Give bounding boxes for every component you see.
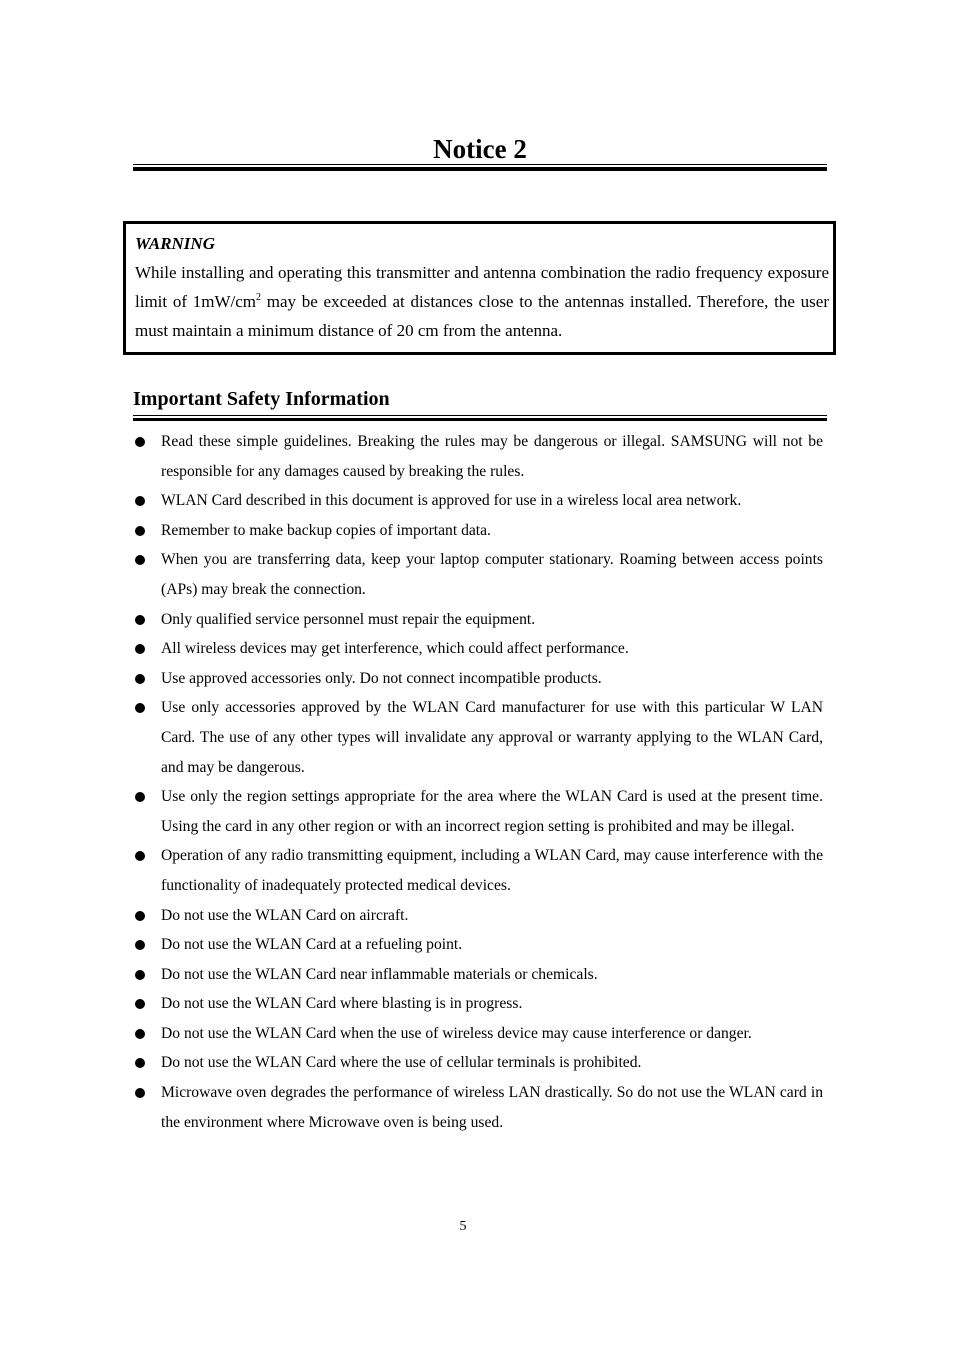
bullet-icon [135, 851, 145, 861]
list-item-text: Do not use the WLAN Card when the use of wireless device may cause interference or danger. [161, 1024, 752, 1042]
list-item [133, 427, 823, 486]
list-item [133, 901, 823, 931]
list-item [133, 634, 823, 664]
section-underline-thin [133, 415, 827, 416]
list-item-text: When you are transferring data, keep your laptop computer stationary. Roaming between access points (APs) may break the connection. [161, 551, 823, 598]
list-item [133, 930, 823, 960]
list-item [133, 1048, 823, 1078]
list-item-text: Read these simple guidelines. Breaking the rules may be dangerous or illegal. SAMSUNG will not be responsible for any damages caused by breaking the rules. [161, 433, 823, 480]
list-item [133, 516, 823, 546]
bullet-icon [135, 496, 145, 506]
title-underline-thin [133, 164, 827, 165]
list-item-text: WLAN Card described in this document is approved for use in a wireless local area network. [161, 492, 742, 510]
list-item-text: Do not use the WLAN Card near inflammable materials or chemicals. [161, 965, 598, 983]
list-item-text: All wireless devices may get interference, which could affect performance. [161, 640, 629, 658]
list-item-text: Do not use the WLAN Card on aircraft. [161, 906, 409, 924]
warning-text-before: While installing and operating this transmitter and antenna combination the radio frequency exposure limit of 1mW/cm [135, 263, 829, 311]
bullet-icon [135, 644, 145, 654]
bullet-icon [135, 1058, 145, 1068]
bullet-icon [135, 526, 145, 536]
bullet-icon [135, 703, 145, 713]
list-item [133, 1019, 823, 1049]
warning-heading: WARNING [135, 234, 215, 253]
warning-box [123, 221, 836, 355]
bullet-icon [135, 792, 145, 802]
bullet-icon [135, 1088, 145, 1098]
list-item [133, 841, 823, 900]
list-item-text: Remember to make backup copies of important data. [161, 521, 491, 539]
bullet-icon [135, 615, 145, 625]
bullet-icon [135, 1029, 145, 1039]
list-item [133, 693, 823, 782]
list-item [133, 1078, 823, 1137]
list-item [133, 960, 823, 990]
bullet-icon [135, 911, 145, 921]
list-item-text: Use approved accessories only. Do not connect incompatible products. [161, 669, 602, 687]
page-title: Notice 2 [433, 134, 527, 164]
list-item-text: Do not use the WLAN Card where the use of cellular terminals is prohibited. [161, 1054, 642, 1072]
list-item-text: Do not use the WLAN Card where blasting is in progress. [161, 995, 523, 1013]
warning-superscript: 2 [256, 292, 262, 303]
list-item [133, 782, 823, 841]
bullet-icon [135, 437, 145, 447]
list-item [133, 545, 823, 604]
list-item [133, 486, 823, 516]
warning-text [135, 258, 829, 345]
list-item-text: Do not use the WLAN Card at a refueling point. [161, 936, 463, 954]
bullet-icon [135, 674, 145, 684]
list-item-text: Microwave oven degrades the performance of wireless LAN drastically. So do not use the WLAN card in the environment where Microwave oven is being used. [161, 1084, 823, 1131]
bullet-icon [135, 999, 145, 1009]
section-title: Important Safety Information [133, 388, 390, 410]
list-item-text: Operation of any radio transmitting equipment, including a WLAN Card, may cause interference with the functionality of inadequately protected medical devices. [161, 847, 823, 894]
list-item-text: Use only the region settings appropriate for the area where the WLAN Card is used at the present time. Using the card in any other region or with an incorrect region setting is prohibited and may be illegal. [161, 788, 823, 835]
list-item [133, 605, 823, 635]
list-item-text: Only qualified service personnel must repair the equipment. [161, 610, 536, 628]
page-number: 5 [459, 1219, 467, 1234]
warning-text-after: may be exceeded at distances close to the antennas installed. Therefore, the user must maintain a minimum distance of 20 cm from the antenna. [135, 292, 829, 340]
bullet-icon [135, 940, 145, 950]
safety-list [133, 427, 823, 1137]
bullet-icon [135, 970, 145, 980]
section-underline-thick [133, 418, 827, 421]
list-item-text: Use only accessories approved by the WLAN Card manufacturer for use with this particular W LAN Card. The use of any other types will invalidate any approval or warranty applying to the WLAN Card, and may be dangerous. [161, 699, 823, 776]
bullet-icon [135, 555, 145, 565]
list-item [133, 664, 823, 694]
title-underline-thick [133, 167, 827, 171]
list-item [133, 989, 823, 1019]
